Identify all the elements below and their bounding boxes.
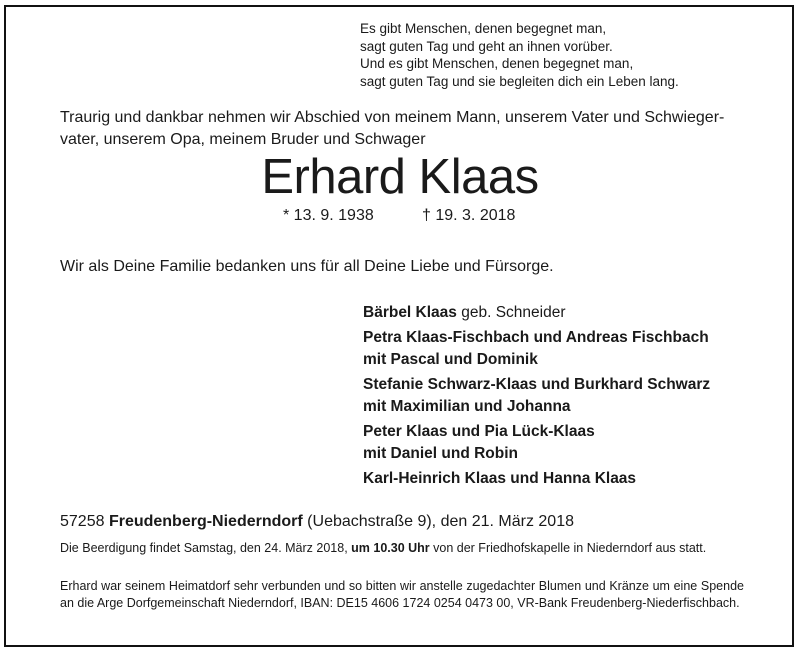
poem-line: sagt guten Tag und geht an ihnen vorüber. <box>360 38 613 54</box>
family-entry <box>363 327 710 371</box>
funeral-time: um 10.30 Uhr <box>351 541 430 555</box>
thanks-text: Wir als Deine Familie bedanken uns für all Deine Liebe und Fürsorge. <box>60 258 554 275</box>
funeral-info <box>60 540 744 557</box>
family-entry <box>363 468 710 490</box>
family-line: mit Daniel und Robin <box>363 445 518 462</box>
family-name: Bärbel Klaas <box>363 304 457 321</box>
postal-code: 57258 <box>60 513 109 530</box>
poem <box>360 20 679 90</box>
poem-line: sagt guten Tag und sie begleiten dich ein Leben lang. <box>360 73 679 89</box>
street-date: (Uebachstraße 9), den 21. März 2018 <box>302 513 574 530</box>
family-entry <box>363 421 710 465</box>
funeral-text: Die Beerdigung findet Samstag, den 24. März 2018, <box>60 541 352 555</box>
family-line: Peter Klaas und Pia Lück-Klaas <box>363 423 595 440</box>
family-line: mit Maximilian und Johanna <box>363 398 571 415</box>
family-name-suffix: geb. Schneider <box>456 304 566 321</box>
donation-info: Erhard war seinem Heimatdorf sehr verbunden und so bitten wir anstelle zugedachter Blumen und Kränze um eine Spende an die Arge Dorfgemeinschaft Niederndorf, IBAN: DE15 4606 1724 0254 0473 00, VR-Bank Freudenberg-Niederfischbach. <box>60 579 744 610</box>
town-name: Freudenberg-Niederndorf <box>108 513 303 530</box>
poem-line: Es gibt Menschen, denen begegnet man, <box>360 21 607 36</box>
intro-text <box>60 107 750 151</box>
family-line: Karl-Heinrich Klaas und Hanna Klaas <box>363 470 637 487</box>
intro-line: Traurig und dankbar nehmen wir Abschied von meinem Mann, unserem Vater und Schwieger- <box>60 109 725 126</box>
death-date: † 19. 3. 2018 <box>422 207 516 224</box>
family-line <box>363 302 710 324</box>
family-line: mit Pascal und Dominik <box>363 351 538 368</box>
family-list <box>363 302 710 493</box>
place-date-line <box>60 511 574 533</box>
family-line: Petra Klaas-Fischbach und Andreas Fischbach <box>363 329 709 346</box>
deceased-name: Erhard Klaas <box>261 150 539 204</box>
funeral-text-end: von der Friedhofskapelle in Niederndorf aus statt. <box>429 541 707 555</box>
family-entry <box>363 302 710 324</box>
birth-date: * 13. 9. 1938 <box>283 207 374 224</box>
family-entry <box>363 374 710 418</box>
poem-line: Und es gibt Menschen, denen begegnet man, <box>360 56 634 71</box>
family-line: Stefanie Schwarz-Klaas und Burkhard Schwarz <box>363 376 711 393</box>
intro-line: vater, unserem Opa, meinem Bruder und Schwager <box>60 131 426 148</box>
